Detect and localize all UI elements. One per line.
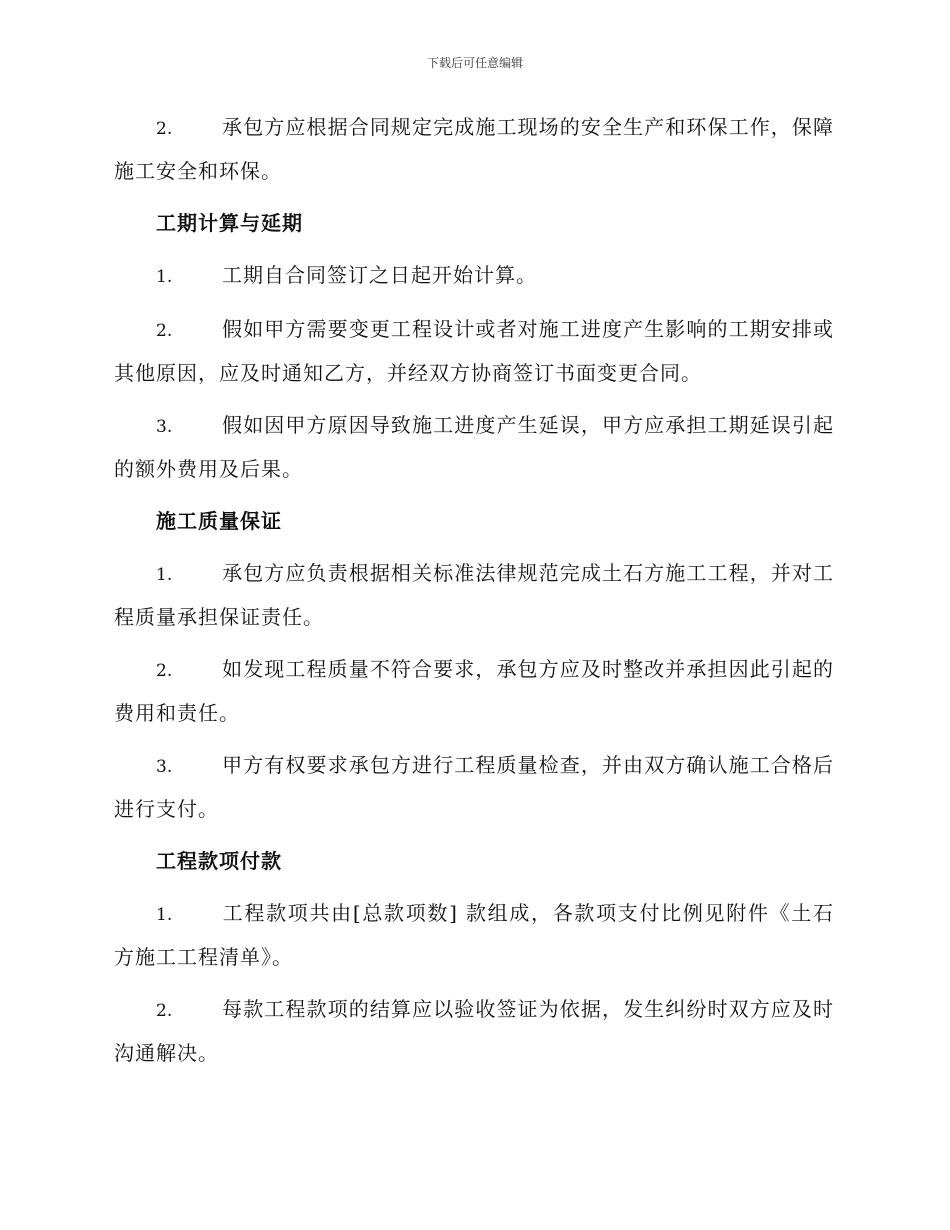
clause-number: 1. bbox=[156, 905, 173, 925]
section-heading: 工程款项付款 bbox=[156, 849, 282, 873]
page-header: 下载后可任意编辑 bbox=[426, 56, 523, 70]
clause-item bbox=[114, 892, 834, 978]
clause-text: 每款工程款项的结算应以验收签证为依据，发生纠纷时双方应及时沟通解决。 bbox=[114, 997, 834, 1065]
clause-number: 1. bbox=[156, 565, 173, 585]
clause-number: 2. bbox=[156, 1001, 173, 1021]
clause-number: 2. bbox=[156, 321, 173, 341]
clause-text: 如发现工程质量不符合要求，承包方应及时整改并承担因此引起的费用和责任。 bbox=[114, 657, 834, 725]
clause-item bbox=[114, 106, 834, 192]
clause-text: 假如甲方需要变更工程设计或者对施工进度产生影响的工期安排或其他原因，应及时通知乙方，并经双方协商签订书面变更合同。 bbox=[114, 317, 834, 385]
clause-item bbox=[114, 404, 834, 490]
clause-item bbox=[114, 254, 834, 298]
clause-text: 承包方应负责根据相关标准法律规范完成土石方施工工程，并对工程质量承担保证责任。 bbox=[114, 561, 834, 629]
clause-number: 2. bbox=[156, 661, 173, 681]
clause-text: 工期自合同签订之日起开始计算。 bbox=[222, 263, 537, 287]
clause-text: 甲方有权要求承包方进行工程质量检查，并由双方确认施工合格后进行支付。 bbox=[114, 753, 834, 821]
clause-number: 3. bbox=[156, 417, 173, 437]
clause-item bbox=[114, 648, 834, 734]
clause-item bbox=[114, 988, 834, 1074]
clause-item bbox=[114, 308, 834, 394]
clause-text: 承包方应根据合同规定完成施工现场的安全生产和环保工作，保障施工安全和环保。 bbox=[114, 115, 834, 183]
section-heading: 施工质量保证 bbox=[156, 509, 282, 533]
clause-text: 假如因甲方原因导致施工进度产生延误，甲方应承担工期延误引起的额外费用及后果。 bbox=[114, 413, 834, 481]
clause-text: 工程款项共由[总款项数] 款组成，各款项支付比例见附件《土石方施工工程清单》。 bbox=[114, 901, 834, 969]
clause-number: 2. bbox=[156, 119, 173, 139]
clause-item bbox=[114, 744, 834, 830]
section-heading: 工期计算与延期 bbox=[156, 211, 303, 235]
clause-item bbox=[114, 552, 834, 638]
document-body bbox=[114, 106, 834, 1084]
clause-number: 3. bbox=[156, 757, 173, 777]
clause-number: 1. bbox=[156, 267, 173, 287]
